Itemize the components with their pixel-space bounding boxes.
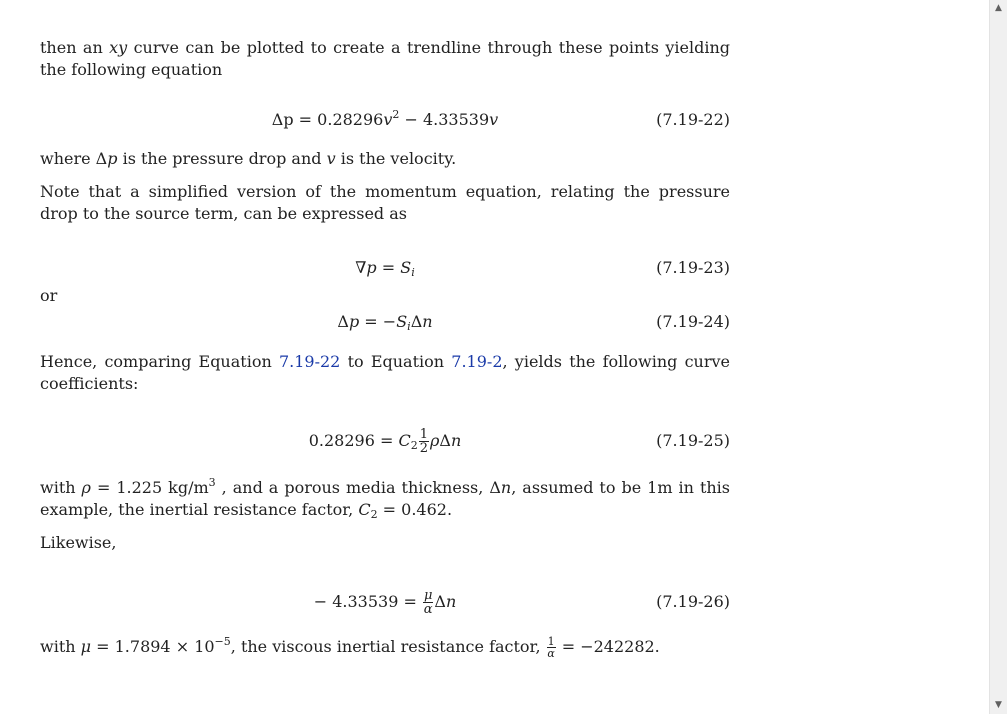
- equation-number: (7.19-22): [656, 110, 730, 129]
- text-or: or: [40, 286, 58, 305]
- document-content: [40, 37, 730, 659]
- vertical-scrollbar[interactable]: [989, 0, 1007, 714]
- equation-number: (7.19-24): [656, 312, 730, 331]
- paragraph-trendline: then an xy curve can be plotted to create a trendline through these points yielding the following equation: [40, 38, 730, 79]
- equation-link-7-19-2[interactable]: 7.19-2: [451, 352, 503, 371]
- paragraph-likewise: Likewise,: [40, 533, 117, 552]
- equation-number: (7.19-23): [656, 258, 730, 277]
- scrollbar-thumb[interactable]: [993, 17, 1003, 697]
- fraction-one-over-alpha: $\frac{1}{\alpha}$: [547, 635, 555, 660]
- paragraph-comparing: Hence, comparing Equation 7.19-22 to Equation 7.19-2, yields the following curve coefficients:: [40, 352, 730, 393]
- scroll-up-arrow-icon[interactable]: ▲: [995, 3, 1002, 13]
- equation-link-7-19-22[interactable]: 7.19-22: [278, 352, 341, 371]
- paragraph-where: where Δp is the pressure drop and v is the velocity.: [40, 149, 457, 168]
- equation-7-19-22: $\Delta p = 0.28296v^2 - 4.33539v$ (7.19-22): [40, 105, 730, 135]
- equation-7-19-25: $0.28296 = C_2$ $\frac{1}{2}$ ρΔn (7.19-25): [40, 421, 730, 461]
- equation-number: (7.19-26): [656, 592, 730, 611]
- equation-7-19-23: $\nabla p = S_i$ (7.19-23): [40, 253, 730, 283]
- scroll-down-arrow-icon[interactable]: ▼: [995, 700, 1002, 710]
- equation-7-19-26: − 4.33539 = $\frac{\mu}{\alpha}$ Δn (7.19-26): [40, 582, 730, 622]
- fraction-one-half: $\frac{1}{2}$: [419, 427, 428, 456]
- paragraph-viscous: with $\mu = 1.7894 \times 10^{-5}$, the viscous inertial resistance factor, $\frac{1}{\alpha}$ = −242282.: [40, 635, 660, 660]
- equation-number: (7.19-25): [656, 431, 730, 450]
- fraction-mu-over-alpha: $\frac{\mu}{\alpha}$: [423, 588, 433, 617]
- paragraph-momentum: Note that a simplified version of the momentum equation, relating the pressure drop to the source term, can be expressed as: [40, 182, 730, 223]
- paragraph-rho: with ρ = 1.225 $kg/m^3$ , and a porous media thickness, Δn, assumed to be 1m in this example, the inertial resistance factor, $C_2 = 0.462$.: [40, 476, 731, 521]
- equation-7-19-24: $\Delta p = -S_i\Delta n$ (7.19-24): [40, 307, 730, 337]
